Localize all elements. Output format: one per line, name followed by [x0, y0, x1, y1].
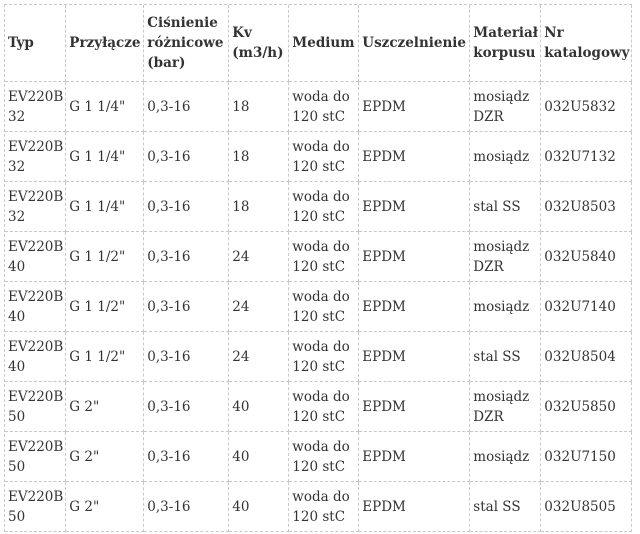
table-row: [5, 182, 632, 232]
product-table-container: [4, 4, 632, 532]
table-body: [5, 82, 632, 532]
cell-kv: 40: [229, 382, 289, 432]
table-row: [5, 232, 632, 282]
table-row: [5, 282, 632, 332]
cell-material: mosiądz DZR: [470, 82, 541, 132]
product-table: [4, 4, 632, 532]
cell-cisnienie: 0,3-16: [144, 232, 229, 282]
cell-material: mosiądz: [470, 432, 541, 482]
cell-typ: EV220B 50: [5, 482, 66, 532]
header-material: Materiał korpusu: [470, 5, 541, 82]
cell-typ: EV220B 40: [5, 232, 66, 282]
cell-typ: EV220B 32: [5, 182, 66, 232]
cell-nr-katalogowy: 032U7140: [541, 282, 632, 332]
table-row: [5, 482, 632, 532]
header-cisnienie: Ciśnienie różnicowe (bar): [144, 5, 229, 82]
header-kv: Kv (m3/h): [229, 5, 289, 82]
header-przylacze: Przyłącze: [66, 5, 144, 82]
cell-typ: EV220B 50: [5, 382, 66, 432]
cell-uszczelnienie: EPDM: [359, 232, 470, 282]
cell-medium: woda do 120 stC: [289, 182, 359, 232]
cell-medium: woda do 120 stC: [289, 382, 359, 432]
cell-medium: woda do 120 stC: [289, 332, 359, 382]
header-row: [5, 5, 632, 82]
cell-kv: 24: [229, 282, 289, 332]
cell-material: mosiądz DZR: [470, 232, 541, 282]
header-nr-katalogowy: Nr katalogowy: [541, 5, 632, 82]
cell-uszczelnienie: EPDM: [359, 132, 470, 182]
cell-typ: EV220B 40: [5, 332, 66, 382]
cell-medium: woda do 120 stC: [289, 282, 359, 332]
cell-uszczelnienie: EPDM: [359, 482, 470, 532]
cell-nr-katalogowy: 032U8504: [541, 332, 632, 382]
table-row: [5, 132, 632, 182]
cell-przylacze: G 1 1/2": [66, 332, 144, 382]
cell-kv: 18: [229, 132, 289, 182]
cell-medium: woda do 120 stC: [289, 432, 359, 482]
cell-kv: 40: [229, 482, 289, 532]
cell-uszczelnienie: EPDM: [359, 82, 470, 132]
cell-przylacze: G 1 1/4": [66, 82, 144, 132]
header-medium: Medium: [289, 5, 359, 82]
cell-kv: 18: [229, 82, 289, 132]
cell-material: mosiądz: [470, 132, 541, 182]
cell-przylacze: G 2": [66, 382, 144, 432]
cell-cisnienie: 0,3-16: [144, 282, 229, 332]
cell-material: stal SS: [470, 482, 541, 532]
cell-nr-katalogowy: 032U8503: [541, 182, 632, 232]
cell-cisnienie: 0,3-16: [144, 82, 229, 132]
cell-cisnienie: 0,3-16: [144, 182, 229, 232]
cell-medium: woda do 120 stC: [289, 82, 359, 132]
cell-cisnienie: 0,3-16: [144, 432, 229, 482]
cell-uszczelnienie: EPDM: [359, 432, 470, 482]
cell-uszczelnienie: EPDM: [359, 382, 470, 432]
cell-kv: 18: [229, 182, 289, 232]
cell-cisnienie: 0,3-16: [144, 382, 229, 432]
table-row: [5, 82, 632, 132]
cell-cisnienie: 0,3-16: [144, 132, 229, 182]
cell-kv: 24: [229, 232, 289, 282]
cell-material: stal SS: [470, 182, 541, 232]
cell-uszczelnienie: EPDM: [359, 182, 470, 232]
cell-typ: EV220B 50: [5, 432, 66, 482]
cell-nr-katalogowy: 032U5850: [541, 382, 632, 432]
table-row: [5, 432, 632, 482]
cell-medium: woda do 120 stC: [289, 132, 359, 182]
cell-kv: 40: [229, 432, 289, 482]
cell-material: mosiądz DZR: [470, 382, 541, 432]
cell-cisnienie: 0,3-16: [144, 482, 229, 532]
header-uszczelnienie: Uszczelnienie: [359, 5, 470, 82]
cell-typ: EV220B 32: [5, 82, 66, 132]
cell-przylacze: G 1 1/4": [66, 132, 144, 182]
cell-material: stal SS: [470, 332, 541, 382]
cell-medium: woda do 120 stC: [289, 232, 359, 282]
cell-nr-katalogowy: 032U8505: [541, 482, 632, 532]
cell-przylacze: G 1 1/2": [66, 282, 144, 332]
table-row: [5, 382, 632, 432]
cell-nr-katalogowy: 032U5840: [541, 232, 632, 282]
cell-nr-katalogowy: 032U5832: [541, 82, 632, 132]
cell-przylacze: G 1 1/2": [66, 232, 144, 282]
table-row: [5, 332, 632, 382]
cell-nr-katalogowy: 032U7132: [541, 132, 632, 182]
cell-cisnienie: 0,3-16: [144, 332, 229, 382]
cell-uszczelnienie: EPDM: [359, 282, 470, 332]
cell-typ: EV220B 32: [5, 132, 66, 182]
cell-przylacze: G 1 1/4": [66, 182, 144, 232]
cell-przylacze: G 2": [66, 482, 144, 532]
cell-medium: woda do 120 stC: [289, 482, 359, 532]
cell-nr-katalogowy: 032U7150: [541, 432, 632, 482]
cell-material: mosiądz: [470, 282, 541, 332]
table-header: [5, 5, 632, 82]
cell-przylacze: G 2": [66, 432, 144, 482]
cell-uszczelnienie: EPDM: [359, 332, 470, 382]
header-typ: Typ: [5, 5, 66, 82]
cell-typ: EV220B 40: [5, 282, 66, 332]
cell-kv: 24: [229, 332, 289, 382]
